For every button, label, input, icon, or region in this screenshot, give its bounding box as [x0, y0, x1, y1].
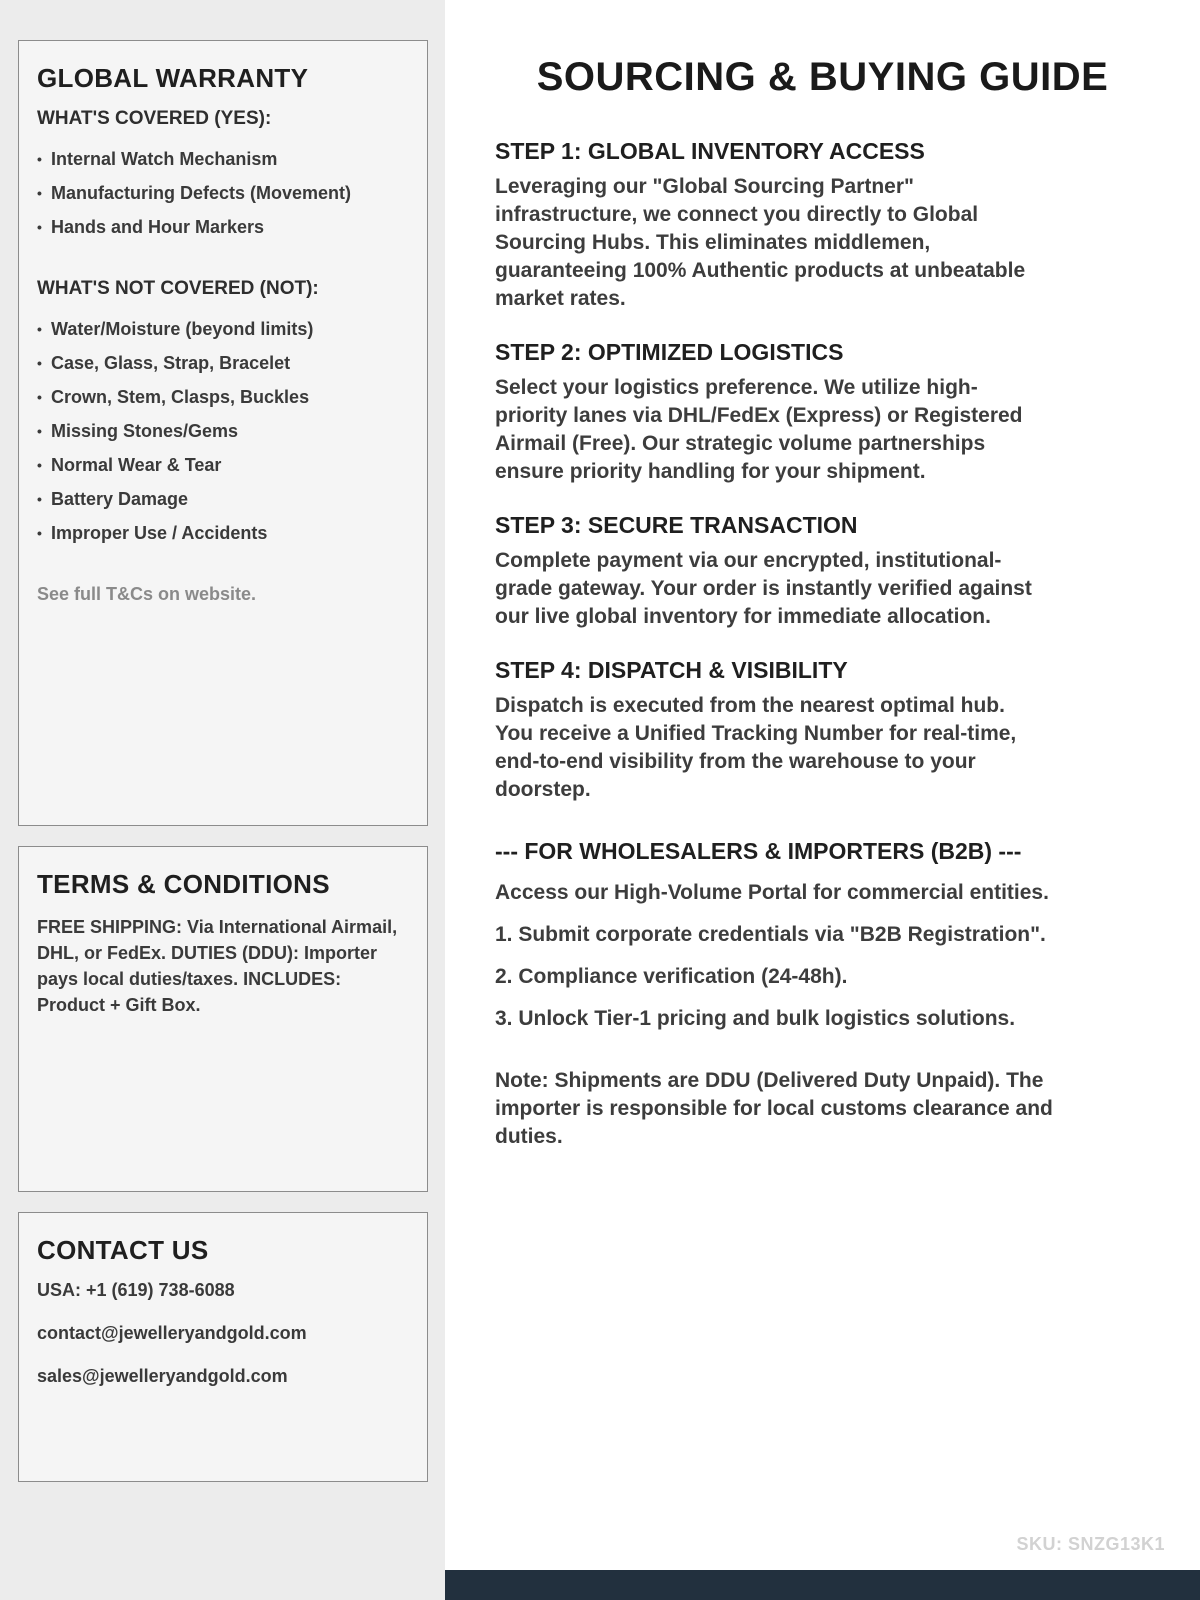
sales-email: sales@jewelleryandgold.com [37, 1366, 288, 1386]
b2b-item-3: 3. Unlock Tier-1 pricing and bulk logistics solutions. [495, 1007, 1016, 1030]
list-item: • Battery Damage [37, 482, 403, 516]
list-item: • Case, Glass, Strap, Bracelet [37, 346, 403, 380]
list-item: • Manufacturing Defects (Movement) [37, 176, 403, 210]
contact-title: CONTACT US [37, 1235, 209, 1265]
contact-phone: USA: +1 (619) 738-6088 [37, 1280, 235, 1300]
main-content [445, 0, 1200, 1600]
step-3-section [495, 512, 1075, 631]
terms-body: FREE SHIPPING: Via International Airmail, DHL, or FedEx. DUTIES (DDU): Importer pays local duties/taxes. INCLUDES: Product + Gift Box. [37, 917, 398, 1015]
step-4-body: Dispatch is executed from the nearest optimal hub. You receive a Unified Tracking Number for real-time, end-to-end visibility from the warehouse to your doorstep. [495, 694, 1017, 801]
step-2-body: Select your logistics preference. We utilize high-priority lanes via DHL/FedEx (Express) or Registered Airmail (Free). Our strategic volume partnerships ensure priority handling for your shipment. [495, 376, 1023, 483]
sidebar [0, 0, 445, 1600]
list-item: • Water/Moisture (beyond limits) [37, 312, 403, 346]
bottom-bar [445, 1570, 1200, 1600]
global-warranty-box [18, 40, 428, 826]
b2b-intro: Access our High-Volume Portal for commercial entities. [495, 881, 1049, 904]
b2b-heading: --- FOR WHOLESALERS & IMPORTERS (B2B) --- [495, 838, 1022, 864]
list-item: • Improper Use / Accidents [37, 516, 403, 550]
not-covered-list [37, 312, 403, 550]
warranty-title: GLOBAL WARRANTY [37, 63, 309, 93]
step-3-body: Complete payment via our encrypted, institutional-grade gateway. Your order is instantly verified against our live global inventory for immediate allocation. [495, 549, 1032, 628]
covered-title: WHAT'S COVERED (YES): [37, 108, 272, 129]
list-item: • Hands and Hour Markers [37, 210, 403, 244]
b2b-section [495, 838, 1095, 1151]
terms-title: TERMS & CONDITIONS [37, 869, 330, 899]
b2b-item-1: 1. Submit corporate credentials via "B2B Registration". [495, 923, 1046, 946]
step-1-body: Leveraging our "Global Sourcing Partner" infrastructure, we connect you directly to Global Sourcing Hubs. This eliminates middlemen, guaranteeing 100% Authentic products at unbeatable market rates. [495, 175, 1026, 310]
terms-conditions-box [18, 846, 428, 1192]
b2b-item-2: 2. Compliance verification (24-48h). [495, 965, 848, 988]
not-covered-title: WHAT'S NOT COVERED (NOT): [37, 278, 319, 299]
step-4-heading: STEP 4: DISPATCH & VISIBILITY [495, 657, 848, 683]
step-4-section [495, 657, 1075, 804]
contact-us-box [18, 1212, 428, 1482]
step-2-section [495, 339, 1075, 486]
sku-label: SKU: SNZG13K1 [1016, 1534, 1165, 1554]
list-item: • Internal Watch Mechanism [37, 142, 403, 176]
warranty-footnote: See full T&Cs on website. [37, 584, 257, 604]
b2b-note: Note: Shipments are DDU (Delivered Duty Unpaid). The importer is responsible for local customs clearance and duties. [495, 1069, 1053, 1148]
page-title: SOURCING & BUYING GUIDE [536, 55, 1109, 99]
list-item: • Crown, Stem, Clasps, Buckles [37, 380, 403, 414]
list-item: • Normal Wear & Tear [37, 448, 403, 482]
list-item: • Missing Stones/Gems [37, 414, 403, 448]
contact-email: contact@jewelleryandgold.com [37, 1323, 307, 1343]
covered-list [37, 142, 403, 244]
step-1-heading: STEP 1: GLOBAL INVENTORY ACCESS [495, 138, 925, 164]
step-2-heading: STEP 2: OPTIMIZED LOGISTICS [495, 339, 844, 365]
step-1-section [495, 138, 1075, 313]
step-3-heading: STEP 3: SECURE TRANSACTION [495, 512, 858, 538]
